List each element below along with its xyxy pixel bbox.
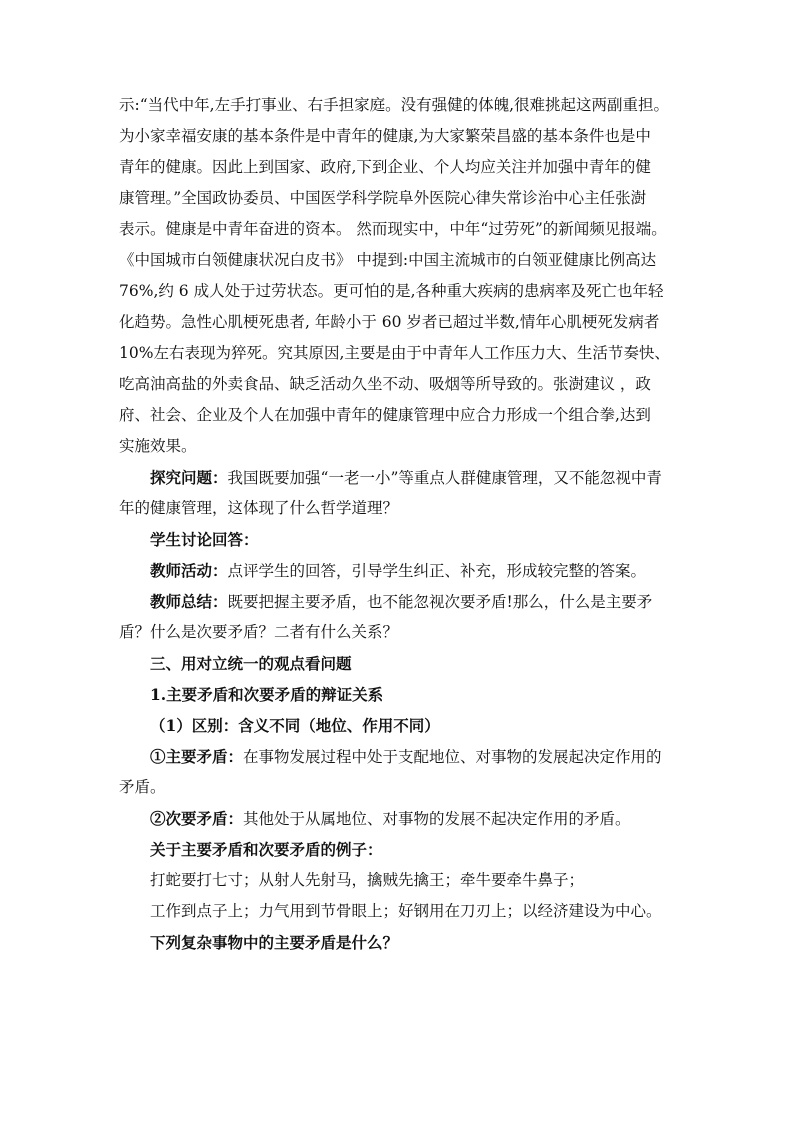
section-heading: 三、用对立统一的观点看问题 <box>150 654 352 673</box>
paragraph-line: 表示。健康是中青年奋进的资本。 然而现实中，中年“过劳死”的新闻频见报端。 <box>119 220 667 238</box>
paragraph-line: 76%,约 6 成人处于过劳状态。更可怕的是,各种重大疾病的患病率及死亡也年轻 <box>119 282 664 300</box>
principal-text-cont: 矛盾。 <box>119 778 166 796</box>
secondary-text: 其他处于从属地位、对事物的发展不起决定作用的矛盾。 <box>243 810 631 828</box>
inquiry-question-text-cont: 年的健康管理，这体现了什么哲学道理？ <box>119 499 399 517</box>
final-question: 下列复杂事物中的主要矛盾是什么？ <box>150 933 399 952</box>
teacher-activity-label: 教师活动： <box>150 561 228 580</box>
principal-contradiction <box>119 741 679 803</box>
paragraph-line: 实施效果。 <box>119 437 197 455</box>
paragraph-line: 化趋势。急性心肌梗死患者, 年龄小于 60 岁者已超过半数,情年心肌梗死发病者 <box>119 313 660 331</box>
inquiry-question <box>119 462 679 524</box>
difference-heading: （1）区别：含义不同（地位、作用不同） <box>150 716 440 735</box>
paragraph-line: 吃高油高盐的外卖食品、缺乏活动久坐不动、吸烟等所导致的。张澍建议 ，政 <box>119 375 651 393</box>
examples-heading: 关于主要矛盾和次要矛盾的例子： <box>150 840 383 859</box>
paragraph-line: 示:“当代中年,左手打事业、右手担家庭。没有强健的体魄,很难挑起这两副重担。 <box>119 96 670 114</box>
secondary-label: ②次要矛盾： <box>150 809 244 828</box>
teacher-summary-text: 既要把握主要矛盾，也不能忽视次要矛盾!那么，什么是主要矛 <box>227 593 653 611</box>
document-page <box>119 90 679 958</box>
principal-label: ①主要矛盾： <box>150 747 244 766</box>
secondary-contradiction <box>119 803 679 834</box>
subsection-heading: 1.主要矛盾和次要矛盾的辩证关系 <box>150 685 384 704</box>
examples-line: 工作到点子上；力气用到节骨眼上；好钢用在刀刃上；以经济建设为中心。 <box>150 902 662 920</box>
intro-paragraph <box>119 90 679 462</box>
teacher-activity-text: 点评学生的回答，引导学生纠正、补充，形成较完整的答案。 <box>227 562 647 580</box>
teacher-activity <box>119 555 679 586</box>
inquiry-question-label: 探究问题： <box>150 468 228 487</box>
paragraph-line: 为小家幸福安康的基本条件是中青年的健康,为大家繁荣昌盛的基本条件也是中 <box>119 127 651 145</box>
paragraph-line: 10%左右表现为猝死。究其原因,主要是由于中青年人工作压力大、生活节奏快、 <box>119 344 670 362</box>
examples-line: 打蛇要打七寸；从射人先射马，擒贼先擒王；牵牛要牵牛鼻子； <box>150 871 585 889</box>
student-answer-heading: 学生讨论回答： <box>150 530 259 549</box>
teacher-summary-label: 教师总结： <box>150 592 228 611</box>
paragraph-line: 《中国城市白领健康状况白皮书》 中提到:中国主流城市的白领亚健康比例高达 <box>119 251 657 269</box>
principal-text: 在事物发展过程中处于支配地位、对事物的发展起决定作用的 <box>243 748 662 766</box>
teacher-summary-text-cont: 盾？什么是次要矛盾？二者有什么关系？ <box>119 623 399 641</box>
inquiry-question-text: 我国既要加强“一老一小”等重点人群健康管理，又不能忽视中青 <box>227 469 662 487</box>
paragraph-line: 康管理。”全国政协委员、中国医学科学院阜外医院心律失常诊治中心主任张澍 <box>119 189 647 207</box>
paragraph-line: 府、社会、企业及个人在加强中青年的健康管理中应合力形成一个组合拳,达到 <box>119 406 651 424</box>
paragraph-line: 青年的健康。因此上到国家、政府,下到企业、个人均应关注并加强中青年的健 <box>119 158 651 176</box>
teacher-summary <box>119 586 679 648</box>
